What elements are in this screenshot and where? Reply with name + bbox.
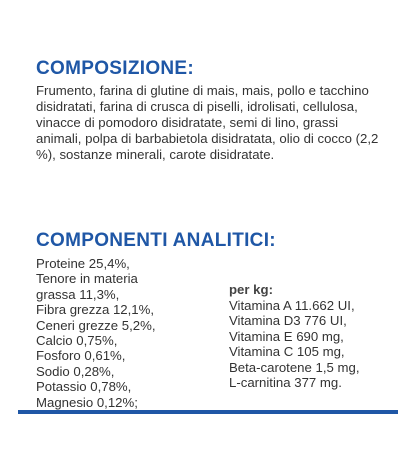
list-item: Magnesio 0,12%; bbox=[36, 394, 138, 410]
list-item: Fosforo 0,61%, bbox=[36, 348, 126, 364]
list-item: grassa 11,3%, bbox=[36, 286, 120, 302]
per-kg-label: per kg: bbox=[229, 282, 273, 297]
list-item: Vitamina D3 776 UI, bbox=[229, 313, 347, 329]
list-item: Calcio 0,75%, bbox=[36, 333, 118, 349]
analytical-components-heading: COMPONENTI ANALITICI: bbox=[36, 230, 276, 251]
list-item: Beta-carotene 1,5 mg, bbox=[229, 359, 360, 375]
list-item: Vitamina C 105 mg, bbox=[229, 344, 345, 360]
composition-heading: COMPOSIZIONE: bbox=[36, 58, 195, 79]
analytical-values-list bbox=[36, 256, 155, 410]
footer-divider-bar bbox=[18, 410, 398, 414]
list-item: Sodio 0,28%, bbox=[36, 363, 115, 379]
list-item: Proteine 25,4%, bbox=[36, 256, 130, 271]
list-item: L-carnitina 377 mg. bbox=[229, 375, 342, 391]
list-item: Vitamina A 11.662 UI, bbox=[229, 298, 355, 313]
list-item: Ceneri grezze 5,2%, bbox=[36, 317, 156, 333]
vitamins-list bbox=[229, 298, 359, 390]
list-item: Fibra grezza 12,1%, bbox=[36, 302, 155, 318]
list-item: Potassio 0,78%, bbox=[36, 379, 132, 395]
composition-text: Frumento, farina di glutine di mais, mais, pollo e tacchino disidratati, farina di crusca di piselli, idrolisati, cellulosa, vinacce di pomodoro disidratate, semi di lino, grassi animali, polpa di barbabietola disidratata, olio di cocco (2,2 %), sostanze minerali, carote disidratate. bbox=[36, 83, 379, 162]
list-item: Vitamina E 690 mg, bbox=[229, 328, 344, 344]
list-item: Tenore in materia bbox=[36, 271, 138, 287]
